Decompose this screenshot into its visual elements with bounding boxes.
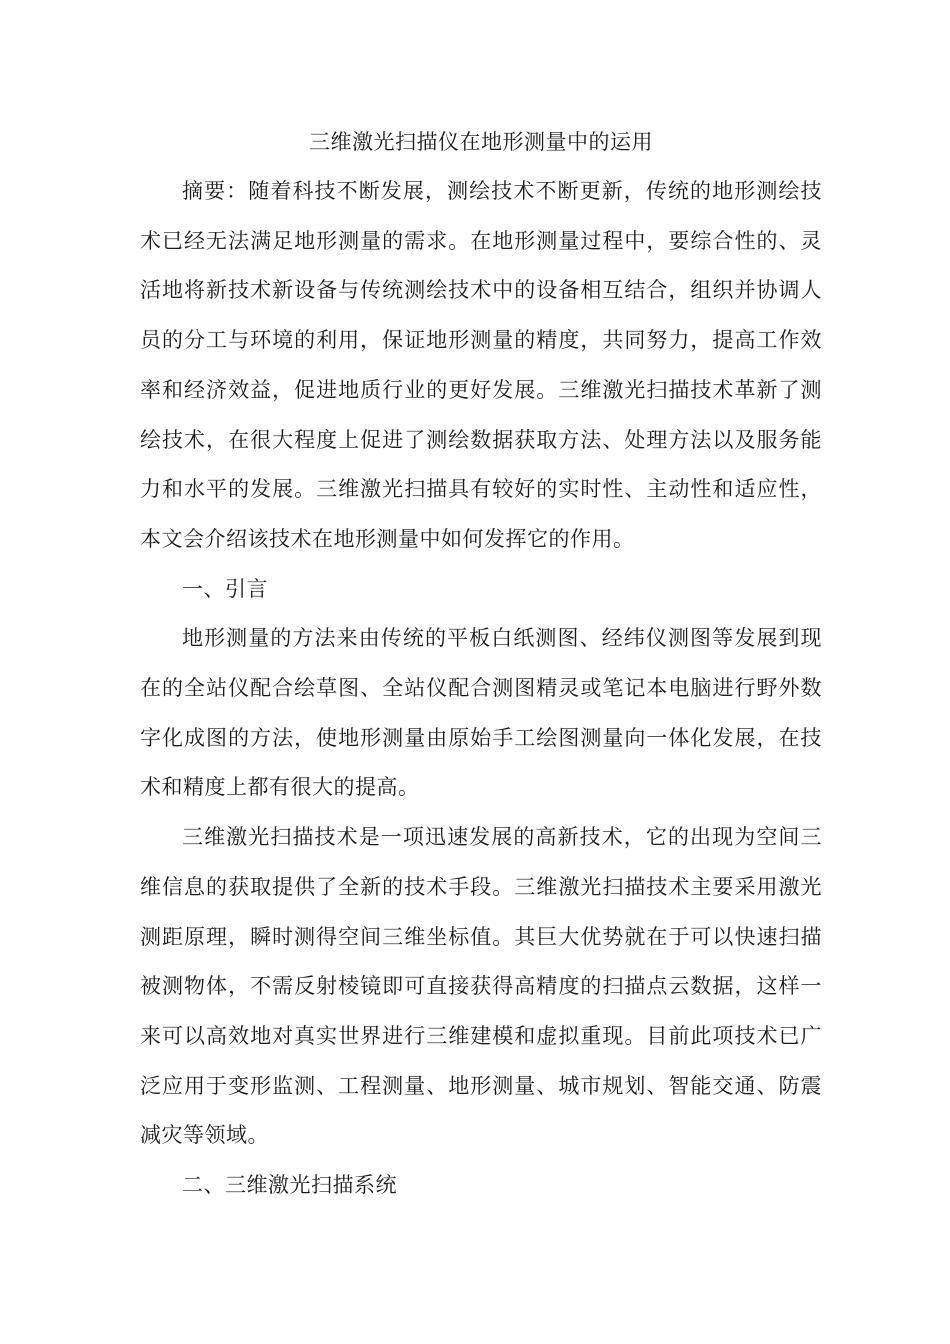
section-heading-introduction: 一、引言: [182, 576, 268, 601]
document-title: 三维激光扫描仪在地形测量中的运用: [309, 130, 653, 154]
abstract-paragraph: 摘要：随着科技不断发展，测绘技术不断更新，传统的地形测绘技术已经无法满足地形测量的需求。在地形测量过程中，要综合性的、灵活地将新技术新设备与传统测绘技术中的设备相互结合，组织并协调人员的分工与环境的利用，保证地形测量的精度，共同努力，提高工作效率和经济效益，促进地质行业的更好发展。三维激光扫描技术革新了测绘技术，在很大程度上促进了测绘数据获取方法、处理方法以及服务能力和水平的发展。三维激光扫描具有较好的实时性、主动性和适应性，本文会介绍该技术在地形测量中如何发挥它的作用。: [140, 179, 822, 551]
intro-paragraph-2: 三维激光扫描技术是一项迅速发展的高新技术，它的出现为空间三维信息的获取提供了全新的技术手段。三维激光扫描技术主要采用激光测距原理，瞬时测得空间三维坐标值。其巨大优势就在于可以快速扫描被测物体，不需反射棱镜即可直接获得高精度的扫描点云数据，这样一来可以高效地对真实世界进行三维建模和虚拟重现。目前此项技术已广泛应用于变形监测、工程测量、地形测量、城市规划、智能交通、防震减灾等领域。: [140, 825, 822, 1148]
document-page: [140, 118, 822, 1211]
section-heading-scanning-system: 二、三维激光扫描系统: [182, 1173, 397, 1198]
intro-paragraph-1: 地形测量的方法来由传统的平板白纸测图、经纬仪测图等发展到现在的全站仪配合绘草图、全站仪配合测图精灵或笔记本电脑进行野外数字化成图的方法，使地形测量由原始手工绘图测量向一体化发展，在技术和精度上都有很大的提高。: [140, 626, 822, 800]
